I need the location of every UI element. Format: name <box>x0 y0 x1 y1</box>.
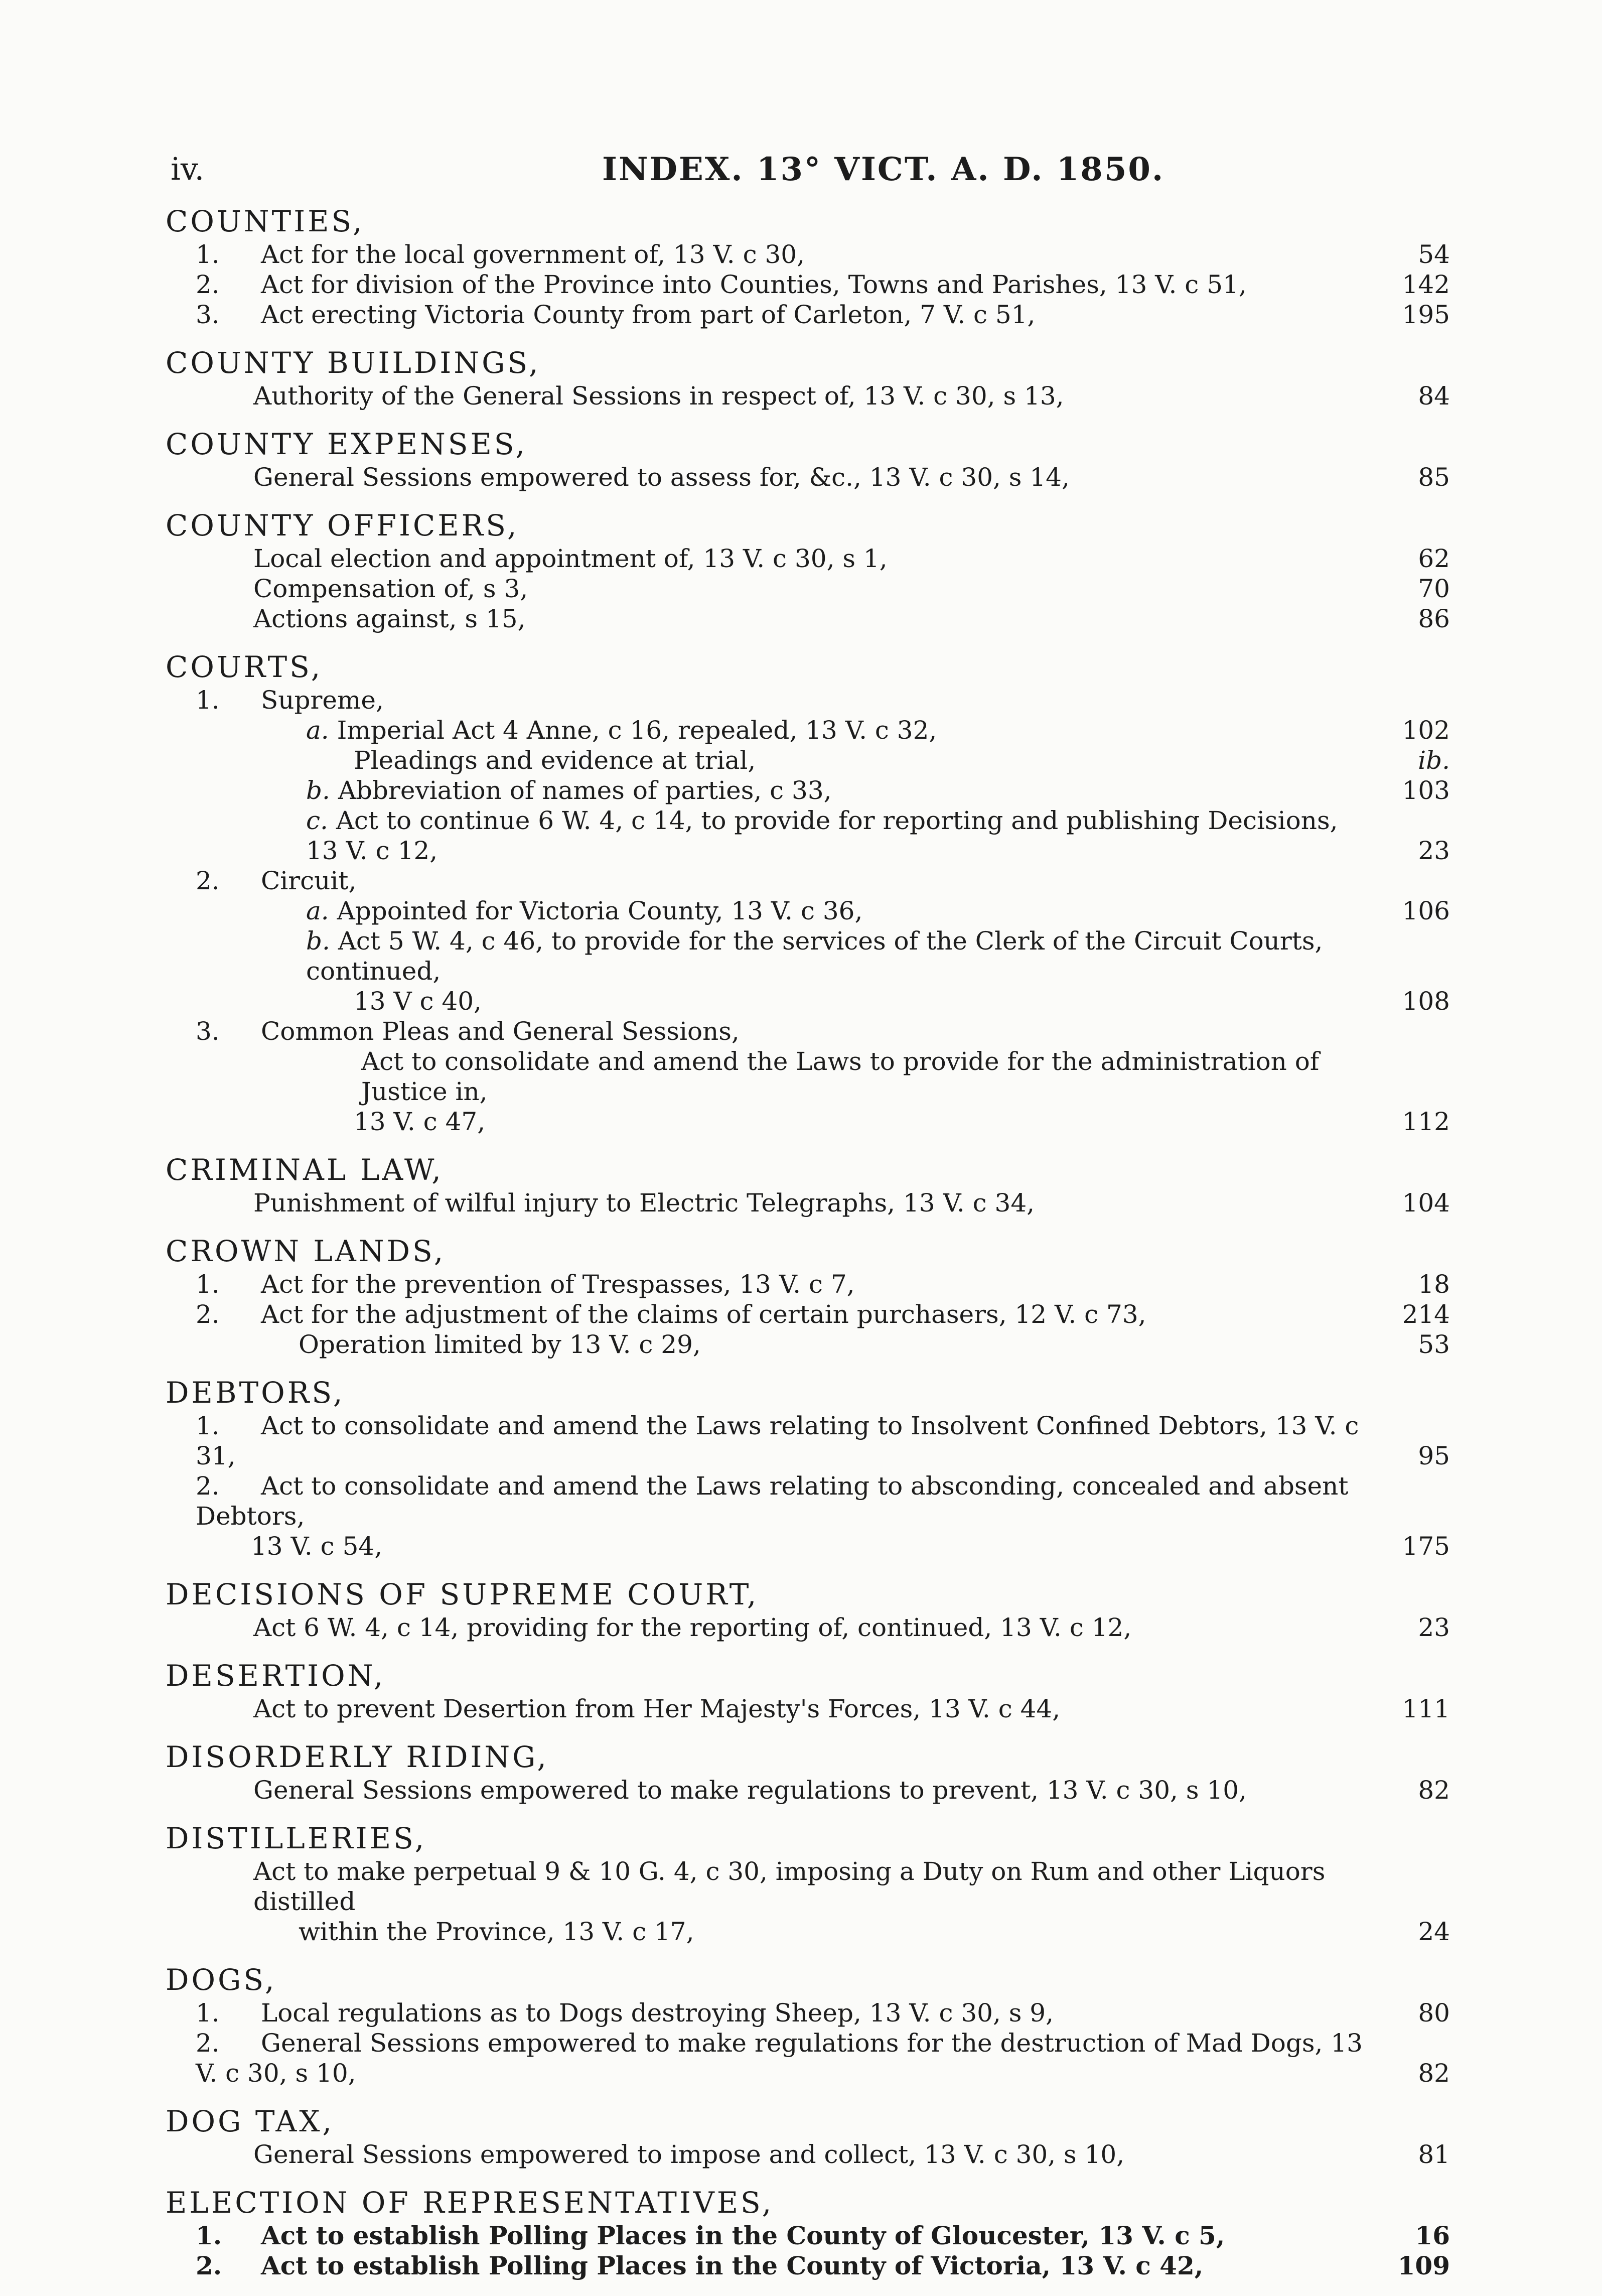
entry-text: Local election and appointment of, 13 V. c 30, s 1, <box>253 544 888 573</box>
index-entry <box>166 1998 1450 2028</box>
index-section-dog-tax <box>166 2103 1450 2170</box>
index-section-disorderly-riding <box>166 1739 1450 1805</box>
entry-page: 109 <box>1397 2251 1450 2280</box>
section-heading: COUNTY BUILDINGS, <box>166 346 541 380</box>
index-entry <box>166 866 1450 896</box>
entry-page: 102 <box>1402 716 1450 745</box>
entry-number: 2. <box>196 866 220 895</box>
index-entry <box>166 926 1450 986</box>
entry-text: Act to consolidate and amend the Laws to provide for the administration of Justice in, <box>361 1047 1320 1106</box>
index-entry <box>166 604 1450 634</box>
entry-page: 24 <box>1418 1917 1450 1946</box>
entry-page: 108 <box>1402 987 1450 1016</box>
section-heading: COURTS, <box>166 650 323 684</box>
entry-page: 82 <box>1418 2059 1450 2088</box>
entry-text: Act to consolidate and amend the Laws relating to absconding, concealed and absent Debtors, <box>196 1471 1349 1531</box>
entry-text: Act for the prevention of Trespasses, 13 V. c 7, <box>261 1270 855 1299</box>
entry-text: General Sessions empowered to make regulations to prevent, 13 V. c 30, s 10, <box>253 1776 1247 1805</box>
entry-number: 1. <box>196 686 220 715</box>
index-section-county-officers <box>166 507 1450 634</box>
section-heading: DESERTION, <box>166 1659 386 1693</box>
entry-page: 195 <box>1402 300 1450 329</box>
entry-page: 142 <box>1402 270 1450 299</box>
section-heading: DOGS, <box>166 1963 277 1997</box>
index-entry <box>166 775 1450 805</box>
entry-page: 85 <box>1418 463 1450 492</box>
index-section-criminal-law <box>166 1152 1450 1218</box>
entry-text: Act erecting Victoria County from part of Carleton, 7 V. c 51, <box>261 300 1036 329</box>
section-heading: DISORDERLY RIDING, <box>166 1740 549 1774</box>
entry-page: 54 <box>1418 240 1450 269</box>
index-entry <box>166 1411 1450 1471</box>
entry-page: 16 <box>1415 2221 1450 2250</box>
entry-number: 2. <box>196 2251 222 2280</box>
page-header <box>0 151 1602 196</box>
section-heading: COUNTY EXPENSES, <box>166 427 527 461</box>
entry-number: 1. <box>196 1411 220 1440</box>
entry-page: 111 <box>1402 1694 1450 1723</box>
entry-text: Act 5 W. 4, c 46, to provide for the services of the Clerk of the Circuit Courts, continued, <box>306 926 1323 986</box>
entry-text: 13 V c 40, <box>354 987 482 1016</box>
index-entry <box>166 2139 1450 2170</box>
index-entry <box>166 745 1450 775</box>
entry-page: 80 <box>1418 1998 1450 2028</box>
page-number: iv. <box>171 151 205 187</box>
section-heading: ELECTION OF REPRESENTATIVES, <box>166 2186 774 2220</box>
index-entry <box>166 1269 1450 1299</box>
entry-text: Circuit, <box>261 866 357 895</box>
section-heading: COUNTIES, <box>166 204 365 238</box>
section-heading: DOG TAX, <box>166 2104 334 2138</box>
section-heading: COUNTY OFFICERS, <box>166 508 519 543</box>
entry-text: 13 V. c 54, <box>251 1532 383 1561</box>
index-body <box>166 203 1450 2296</box>
section-heading: CROWN LANDS, <box>166 1234 446 1268</box>
index-entry <box>166 715 1450 745</box>
index-entry <box>166 805 1450 866</box>
index-entry <box>166 1694 1450 1724</box>
entry-number: 3. <box>196 300 220 329</box>
entry-text: Act to make perpetual 9 & 10 G. 4, c 30, imposing a Duty on Rum and other Liquors distilled <box>253 1857 1326 1916</box>
index-section-election <box>166 2185 1450 2281</box>
entry-text: Act to establish Polling Places in the County of Victoria, 13 V. c 42, <box>261 2251 1204 2280</box>
entry-letter: a. <box>306 716 329 745</box>
entry-text: Pleadings and evidence at trial, <box>354 746 756 775</box>
entry-page: 18 <box>1418 1270 1450 1299</box>
index-entry <box>166 381 1450 411</box>
entry-number: 1. <box>196 240 220 269</box>
index-entry <box>166 544 1450 574</box>
section-heading: DECISIONS OF SUPREME COURT, <box>166 1577 759 1611</box>
entry-page: 104 <box>1402 1188 1450 1218</box>
entry-text: Act 6 W. 4, c 14, providing for the reporting of, continued, 13 V. c 12, <box>253 1613 1132 1642</box>
entry-text: Punishment of wilful injury to Electric Telegraphs, 13 V. c 34, <box>253 1188 1035 1218</box>
entry-text: within the Province, 13 V. c 17, <box>299 1917 694 1946</box>
index-entry <box>166 269 1450 300</box>
entry-text: Imperial Act 4 Anne, c 16, repealed, 13 V. c 32, <box>337 716 937 745</box>
entry-page: 112 <box>1402 1107 1450 1136</box>
index-section-counties <box>166 203 1450 330</box>
index-entry <box>166 462 1450 492</box>
entry-text: Act for the adjustment of the claims of certain purchasers, 12 V. c 73, <box>261 1300 1146 1329</box>
entry-number: 1. <box>196 2221 222 2250</box>
entry-page: 214 <box>1402 1300 1450 1329</box>
index-entry <box>166 685 1450 715</box>
entry-number: 3. <box>196 1017 220 1046</box>
entry-letter: c. <box>306 806 328 835</box>
index-section-decisions <box>166 1576 1450 1643</box>
index-entry <box>166 1775 1450 1805</box>
index-entry <box>166 1612 1450 1643</box>
entry-text: Act for the local government of, 13 V. c 30, <box>261 240 805 269</box>
index-entry <box>166 1188 1450 1218</box>
index-entry <box>166 239 1450 269</box>
index-entry <box>166 1917 1450 1947</box>
entry-text: 13 V. c 47, <box>354 1107 486 1136</box>
entry-letter: a. <box>306 896 329 925</box>
index-section-courts <box>166 649 1450 1137</box>
entry-text: Appointed for Victoria County, 13 V. c 36, <box>337 896 863 925</box>
entry-page: 82 <box>1418 1776 1450 1805</box>
entry-page: 23 <box>1418 1613 1450 1642</box>
entry-text: Local regulations as to Dogs destroying Sheep, 13 V. c 30, s 9, <box>261 1998 1054 2028</box>
entry-page: 62 <box>1418 544 1450 573</box>
index-section-county-expenses <box>166 426 1450 492</box>
entry-page: 175 <box>1402 1532 1450 1561</box>
entry-page: 84 <box>1418 381 1450 411</box>
entry-page: 53 <box>1418 1330 1450 1359</box>
entry-text: Common Pleas and General Sessions, <box>261 1017 740 1046</box>
page-title: INDEX. 13° VICT. A. D. 1850. <box>602 151 1165 188</box>
index-section-debtors <box>166 1375 1450 1561</box>
index-entry <box>166 1471 1450 1531</box>
entry-page: 70 <box>1418 574 1450 603</box>
entry-text: Actions against, s 15, <box>253 604 526 633</box>
index-entry <box>166 1856 1450 1917</box>
entry-letter: b. <box>306 926 330 956</box>
entry-text: Act to continue 6 W. 4, c 14, to provide for reporting and publishing Decisions, 13 V. c 12, <box>306 806 1338 865</box>
index-entry <box>166 1016 1450 1046</box>
index-entry <box>166 1107 1450 1137</box>
entry-number: 2. <box>196 2029 220 2058</box>
index-entry <box>166 574 1450 604</box>
index-entry <box>166 300 1450 330</box>
index-section-distilleries <box>166 1820 1450 1947</box>
section-heading: DISTILLERIES, <box>166 1821 427 1855</box>
entry-text: Operation limited by 13 V. c 29, <box>299 1330 701 1359</box>
index-entry <box>166 1046 1450 1107</box>
index-entry <box>166 2251 1450 2281</box>
index-entry <box>166 896 1450 926</box>
index-section-dogs <box>166 1962 1450 2088</box>
entry-page: 95 <box>1418 1441 1450 1470</box>
entry-number: 1. <box>196 1270 220 1299</box>
index-entry <box>166 2221 1450 2251</box>
entry-text: General Sessions empowered to make regulations for the destruction of Mad Dogs, 13 V. c 30, s 10, <box>196 2029 1363 2088</box>
entry-text: General Sessions empowered to assess for, &c., 13 V. c 30, s 14, <box>253 463 1070 492</box>
entry-number: 2. <box>196 1300 220 1329</box>
entry-text: Act to establish Polling Places in the County of Gloucester, 13 V. c 5, <box>261 2221 1225 2250</box>
entry-page: 81 <box>1418 2140 1450 2169</box>
index-section-desertion <box>166 1658 1450 1724</box>
entry-text: Act to prevent Desertion from Her Majesty's Forces, 13 V. c 44, <box>253 1694 1061 1723</box>
entry-page: 86 <box>1418 604 1450 633</box>
index-entry <box>166 1299 1450 1329</box>
entry-page: 106 <box>1402 896 1450 925</box>
section-heading: CRIMINAL LAW, <box>166 1153 444 1187</box>
entry-text: General Sessions empowered to impose and collect, 13 V. c 30, s 10, <box>253 2140 1125 2169</box>
entry-text: Act for division of the Province into Counties, Towns and Parishes, 13 V. c 51, <box>261 270 1247 299</box>
index-entry <box>166 986 1450 1016</box>
entry-number: 2. <box>196 1471 220 1501</box>
entry-page: 23 <box>1418 836 1450 865</box>
entry-text: Compensation of, s 3, <box>253 574 528 603</box>
section-heading: DEBTORS, <box>166 1376 345 1410</box>
entry-number: 2. <box>196 270 220 299</box>
entry-number: 1. <box>196 1998 220 2028</box>
entry-page: 103 <box>1402 776 1450 805</box>
entry-text: Act to consolidate and amend the Laws relating to Insolvent Confined Debtors, 13 V. c 31, <box>196 1411 1359 1470</box>
entry-text: Authority of the General Sessions in respect of, 13 V. c 30, s 13, <box>253 381 1064 411</box>
index-section-crown-lands <box>166 1233 1450 1360</box>
index-entry <box>166 1329 1450 1360</box>
index-section-county-buildings <box>166 345 1450 411</box>
entry-text: Abbreviation of names of parties, c 33, <box>338 776 832 805</box>
entry-text: Supreme, <box>261 686 384 715</box>
entry-page: ib. <box>1418 746 1450 775</box>
entry-letter: b. <box>306 776 330 805</box>
index-entry <box>166 2028 1450 2088</box>
index-entry <box>166 1531 1450 1561</box>
